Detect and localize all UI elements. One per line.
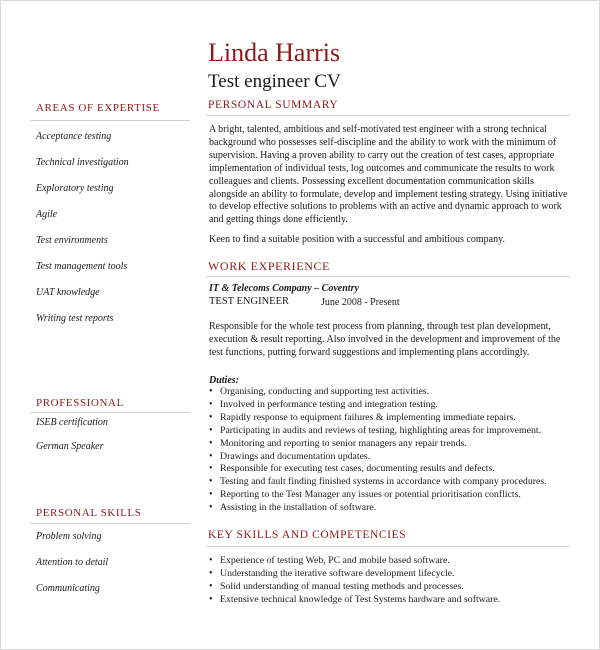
work-experience-divider [206, 276, 570, 277]
duty-item: • Reporting to the Test Manager any issues or potential prioritisation conflicts. [209, 489, 571, 502]
professional-item: German Speaker [36, 441, 104, 452]
candidate-name: Linda Harris [208, 38, 341, 67]
skill-item: Problem solving [36, 531, 102, 542]
duty-item: • Rapidly response to equipment failures & implementing immediate repairs. [209, 412, 571, 425]
duty-item: • Drawings and documentation updates. [209, 451, 571, 464]
key-skill-item: • Extensive technical knowledge of Test Systems hardware and software. [209, 594, 571, 607]
professional-item: ISEB certification [36, 417, 108, 428]
employment-dates: June 2008 - Present [321, 297, 400, 308]
skill-item: Communicating [36, 583, 100, 594]
job-title: TEST ENGINEER [209, 296, 290, 307]
professional-heading: PROFESSIONAL [36, 397, 124, 409]
duty-item: • Assisting in the installation of software. [209, 502, 571, 515]
expertise-item: Writing test reports [36, 313, 114, 324]
duty-item: • Testing and fault finding finished systems in accordance with company procedures. [209, 476, 571, 489]
duties-list [209, 386, 571, 515]
cv-subtitle: Test engineer CV [208, 71, 341, 92]
job-description: Responsible for the whole test process from planning, through test plan development, execution & result reporting. Also involved in the development and improvement of the test functions, putting forward suggestions and implementing plans accordingly. [209, 321, 561, 358]
skill-item: Attention to detail [36, 557, 109, 568]
key-skill-item: • Understanding the iterative software development lifecycle. [209, 568, 571, 581]
personal-skills-divider [30, 523, 190, 524]
expertise-heading: AREAS OF EXPERTISE [36, 102, 160, 114]
duties-label: Duties: [209, 375, 239, 386]
expertise-item: Test management tools [36, 261, 128, 272]
expertise-item: Agile [36, 209, 58, 220]
expertise-divider [30, 120, 190, 121]
duty-item: • Monitoring and reporting to senior managers any repair trends. [209, 438, 571, 451]
professional-divider [30, 412, 190, 413]
personal-skills-heading: PERSONAL SKILLS [36, 507, 142, 519]
employer: IT & Telecoms Company – Coventry [209, 283, 359, 294]
duty-item: • Organising, conducting and supporting test activities. [209, 386, 571, 399]
duty-item: • Participating in audits and reviews of testing, highlighting areas for improvement. [209, 425, 571, 438]
expertise-item: UAT knowledge [36, 287, 100, 298]
summary-goal: Keen to find a suitable position with a successful and ambitious company. [209, 234, 505, 245]
duty-item: • Responsible for executing test cases, documenting results and defects. [209, 463, 571, 476]
expertise-item: Exploratory testing [36, 183, 114, 194]
key-skills-divider [206, 546, 570, 547]
duty-item: • Involved in performance testing and integration testing. [209, 399, 571, 412]
expertise-item: Test environments [36, 235, 108, 246]
summary-divider [206, 115, 570, 116]
expertise-item: Acceptance testing [36, 131, 112, 142]
key-skills-list [209, 555, 571, 607]
summary-text: A bright, talented, ambitious and self-motivated test engineer with a strong technical background who possesses self-discipline and the ability to work with the minimum of supervision. Having a proven ability to carry out the creation of test cases, appropriate implementation of individual tests, log outcomes and communicate the results to work colleagues and clients. Possessing excellent documentation communication skills alongside an ability to formulate, develop and implement testing strategy. Using initiative to develop effective solutions to problems with an active and dynamic approach to work and getting things done efficiently. [209, 124, 568, 226]
key-skills-heading: KEY SKILLS AND COMPETENCIES [208, 529, 407, 541]
work-experience-heading: WORK EXPERIENCE [208, 259, 330, 273]
key-skill-item: • Experience of testing Web, PC and mobile based software. [209, 555, 571, 568]
summary-heading: PERSONAL SUMMARY [208, 99, 339, 111]
key-skill-item: • Solid understanding of manual testing methods and processes. [209, 581, 571, 594]
expertise-item: Technical investigation [36, 157, 129, 168]
